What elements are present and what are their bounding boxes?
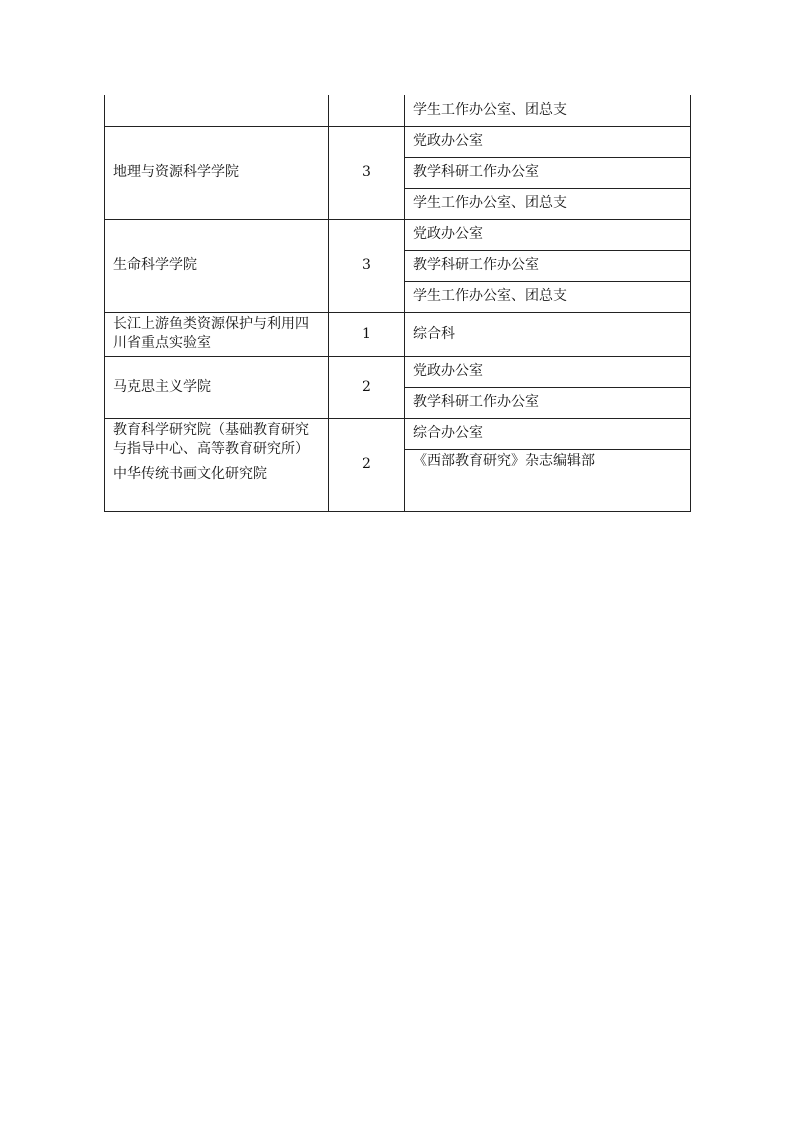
unit-cell xyxy=(105,418,329,511)
staffing-table xyxy=(104,95,691,512)
office-cell: 教学科研工作办公室 xyxy=(405,157,691,188)
table-row xyxy=(105,219,691,250)
count-cell xyxy=(329,95,405,126)
office-cell: 《西部教育研究》杂志编辑部 xyxy=(405,449,691,511)
office-cell: 教学科研工作办公室 xyxy=(405,387,691,418)
count-cell: 1 xyxy=(329,312,405,356)
count-cell: 2 xyxy=(329,418,405,511)
count-cell: 3 xyxy=(329,126,405,219)
unit-cell: 马克思主义学院 xyxy=(105,356,329,418)
table-row xyxy=(105,418,691,449)
office-cell: 综合科 xyxy=(405,312,691,356)
office-cell: 学生工作办公室、团总支 xyxy=(405,188,691,219)
table-row xyxy=(105,126,691,157)
table-row xyxy=(105,312,691,356)
unit-name-extra: 中华传统书画文化研究院 xyxy=(113,465,267,482)
office-cell: 党政办公室 xyxy=(405,126,691,157)
office-cell: 学生工作办公室、团总支 xyxy=(405,95,691,126)
unit-cell: 长江上游鱼类资源保护与利用四川省重点实验室 xyxy=(105,312,329,356)
count-cell: 3 xyxy=(329,219,405,312)
unit-cell xyxy=(105,95,329,126)
office-cell: 综合办公室 xyxy=(405,418,691,449)
office-cell: 学生工作办公室、团总支 xyxy=(405,281,691,312)
unit-cell: 地理与资源科学学院 xyxy=(105,126,329,219)
unit-cell: 生命科学学院 xyxy=(105,219,329,312)
office-cell: 党政办公室 xyxy=(405,356,691,387)
office-cell: 教学科研工作办公室 xyxy=(405,250,691,281)
unit-name: 教育科学研究院（基础教育研究与指导中心、高等教育研究所） xyxy=(113,421,309,457)
office-cell: 党政办公室 xyxy=(405,219,691,250)
table-row xyxy=(105,95,691,126)
table-row xyxy=(105,356,691,387)
count-cell: 2 xyxy=(329,356,405,418)
